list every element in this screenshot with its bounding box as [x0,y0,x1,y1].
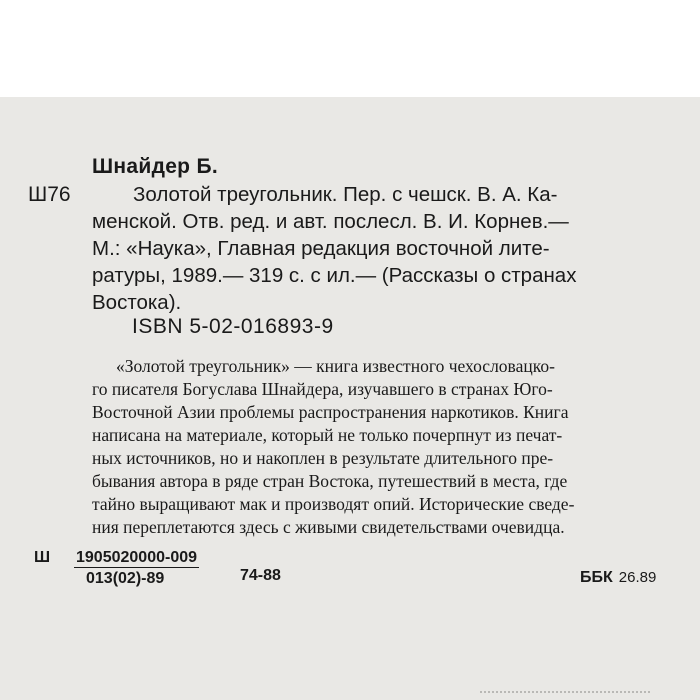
annotation-line: тайно выращивают мак и производят опий. Исторические сведе- [92,494,575,514]
publication-code-fraction [74,549,199,588]
book-page [0,97,700,700]
bbk-index [580,569,656,587]
bib-line: Востока). [92,291,182,314]
annotation-line: написана на материале, который не только почерпнут из печат- [92,425,563,445]
annotation-line: «Золотой треугольник» — книга известного чехословацко- [116,356,555,376]
bib-line: М.: «Наука», Главная редакция восточной лите- [92,237,550,260]
annotation-line: ных источников, но и накоплен в результате длительного пре- [92,448,554,468]
annotation-line: Восточной Азии проблемы распространения наркотиков. Книга [92,402,569,422]
bib-line: ратуры, 1989.— 319 с. с ил.— (Рассказы о странах [92,264,577,287]
isbn: ISBN 5-02-016893-9 [132,315,334,338]
annotation-line: го писателя Богуслава Шнайдера, изучавшего в странах Юго- [92,379,553,399]
fraction-numerator: 1905020000-009 [76,549,198,566]
fraction-denominator: 013(02)-89 [86,570,165,587]
bib-line: Золотой треугольник. Пер. с чешск. В. А. Ка- [133,183,558,206]
classification-code: Ш76 [28,183,71,206]
annotation-line: бывания автора в ряде стран Востока, путешествий в места, где [92,471,568,491]
author-heading: Шнайдер Б. [92,155,218,178]
sign-letter: Ш [34,549,51,566]
bib-line: менской. Отв. ред. и авт. послесл. В. И. Корнев.— [92,210,569,233]
cropped-copyright-line [480,683,650,697]
bbk-value: 26.89 [618,569,657,586]
bbk-label: ББК [580,569,613,586]
price-code: 74-88 [240,567,281,584]
annotation-line: ния переплетаются здесь с живыми свидетельствами очевидца. [92,517,565,537]
